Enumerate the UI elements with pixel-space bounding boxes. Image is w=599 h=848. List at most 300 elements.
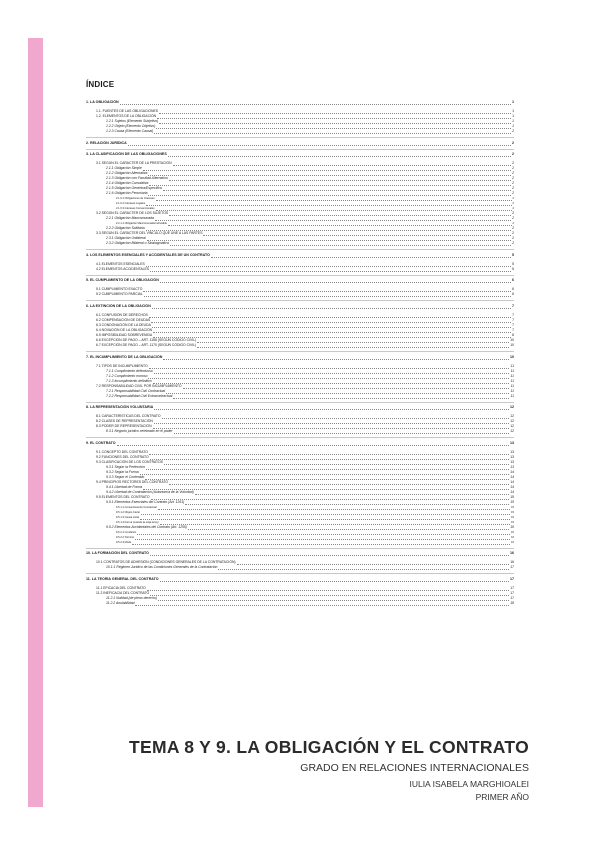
dot-leader <box>188 526 509 530</box>
toc-entry-title: 2.2.2 Obligación Solidaria <box>106 226 145 231</box>
dot-leader <box>150 268 511 272</box>
toc-entry-title: 7.2 RESPONSABILIDAD CIVIL POR INCUMPLIMIENTO <box>96 383 182 388</box>
toc-page-number: 2 <box>512 152 514 157</box>
section-divider <box>86 149 514 150</box>
toc-entry-title: 9.5.2.1 Condición <box>116 530 137 534</box>
toc-entry-title: 9. EL CONTRATO <box>86 440 116 445</box>
toc-body <box>86 100 514 606</box>
toc-entry-title: 9.4.2 Libertad de Contratación (Autonomía de la Voluntad) <box>106 489 194 494</box>
dot-leader <box>159 120 511 124</box>
toc-entry[interactable] <box>86 267 514 272</box>
toc-entry[interactable] <box>86 262 514 267</box>
toc-section[interactable] <box>86 441 514 446</box>
toc-page-number: 2 <box>512 202 514 206</box>
toc-page-number: 13 <box>510 459 514 464</box>
toc-entry-title: 1. LA OBLIGACIÓN <box>86 100 119 104</box>
dot-leader <box>162 415 510 419</box>
toc-entry-title: 2.1.6.1 Obligaciones de Intereses <box>116 197 155 201</box>
toc-entry-title: 6.6 EXCEPCIÓN DE PAGO – ART. 1156 (SEGÚN CÓDIGO CIVIL) <box>96 337 197 342</box>
toc-page-number: 15 <box>511 515 514 519</box>
dot-leader <box>140 516 510 520</box>
toc-page-number: 2 <box>512 211 514 216</box>
toc-page-number: 2 <box>512 231 514 236</box>
toc-page-number: 14 <box>510 479 514 484</box>
toc-entry[interactable] <box>86 465 514 470</box>
toc-entry[interactable] <box>86 176 514 181</box>
toc-entry-title: 4.2 ELEMENTOS ACCIDENTALES <box>96 266 150 271</box>
toc-page-number: 6 <box>512 287 514 292</box>
toc-entry[interactable] <box>86 525 514 530</box>
toc-page-number: 8 <box>512 332 514 337</box>
toc-entry-title: 9.3.3 Según el Contenido <box>106 474 145 479</box>
toc-page-number: 11 <box>510 373 514 378</box>
dot-leader <box>149 451 509 455</box>
cover-title-block <box>129 737 529 802</box>
toc-page-number: 7 <box>512 312 514 317</box>
toc-entry-title: 8. LA REPRESENTACIÓN VOLUNTARIA <box>86 405 154 410</box>
toc-page-number: 2 <box>512 161 514 166</box>
toc-page-number: 5 <box>512 261 514 266</box>
toc-page-number: 16 <box>510 524 514 529</box>
toc-entry-title: 10.1.1 Régimen Jurídico de las Condiciones Generales de la Contratación <box>106 565 218 570</box>
dot-leader <box>145 476 509 480</box>
author-name: IULIA ISABELA MARGHIOALEI <box>409 779 529 789</box>
toc-entry-title: 7.2.2 Responsabilidad Civil Extracontractual <box>106 393 173 398</box>
dot-leader <box>148 374 509 378</box>
toc-page-number: 2 <box>512 181 514 186</box>
toc-entry-title: 10. LA FORMACIÓN DEL CONTRATO <box>86 551 149 556</box>
toc-page-number: 14 <box>510 484 514 489</box>
course-year: PRIMER AÑO <box>475 792 529 802</box>
dot-leader <box>163 355 509 359</box>
toc-entry[interactable] <box>86 450 514 455</box>
toc-entry[interactable] <box>86 596 514 601</box>
toc-page-number: 15 <box>511 505 514 509</box>
toc-page-number: 2 <box>512 207 514 211</box>
toc-page-number: 2 <box>512 222 514 226</box>
toc-entry[interactable] <box>86 231 514 236</box>
dot-leader <box>155 217 511 221</box>
toc-entry-title: 2.2.1 Obligación Mancomunada <box>106 216 154 221</box>
toc-entry-title: 1.2.2 Objeto (Elemento Objetivo) <box>106 124 156 128</box>
toc-entry-title: 6.3 CONDONACIÓN DE LA DEUDA <box>96 322 151 327</box>
dot-leader <box>173 394 509 398</box>
toc-page-number: 16 <box>511 530 514 534</box>
dot-leader <box>140 471 510 475</box>
dot-leader <box>156 125 511 129</box>
dot-leader <box>154 369 510 373</box>
table-of-contents <box>86 80 514 606</box>
dot-leader <box>153 334 511 338</box>
toc-entry-title: 1.2.3 Causa (Elemento Causal) <box>106 129 154 133</box>
dot-leader <box>153 379 510 383</box>
toc-entry-title: 11.2.1 Nulidad (de pleno derecho) <box>106 595 158 600</box>
toc-page-number: 17 <box>510 585 514 590</box>
dot-leader <box>160 279 511 283</box>
toc-section[interactable] <box>86 141 514 146</box>
toc-entry-title: 1.2.1 Sujetos (Elemento Subjetivo) <box>106 119 159 123</box>
toc-entry-title: 2. RELACIÓN JURÍDICA <box>86 140 127 145</box>
dot-leader <box>149 364 510 368</box>
dot-leader <box>149 182 511 186</box>
toc-entry-title: 7.1.2 Cumplimiento moroso <box>106 373 148 378</box>
toc-entry-title: 5.1 CUMPLIMIENTO EXACTO <box>96 287 143 292</box>
dot-leader <box>160 578 509 582</box>
toc-entry[interactable] <box>86 490 514 495</box>
toc-entry[interactable] <box>86 394 514 399</box>
toc-section[interactable] <box>86 551 514 556</box>
dot-leader <box>203 232 511 236</box>
toc-entry-title: 2.1.5 Obligación Genérica/Específica <box>106 186 162 191</box>
toc-entry-title: 2.1.1 Obligación Simple <box>106 166 142 171</box>
section-divider <box>86 275 514 276</box>
dot-leader <box>158 506 510 510</box>
toc-section[interactable] <box>86 355 514 360</box>
toc-page-number: 15 <box>510 499 514 504</box>
toc-entry-title: 3.1 SEGÚN EL CARÁCTER DE LA PRESTACIÓN <box>96 161 172 166</box>
toc-entry[interactable] <box>86 196 514 201</box>
toc-page-number: 2 <box>512 176 514 181</box>
toc-page-number: 11 <box>510 388 514 393</box>
toc-page-number: 10 <box>510 342 514 347</box>
dot-leader <box>148 172 511 176</box>
toc-entry[interactable] <box>86 530 514 535</box>
toc-entry-title: 2.1.6 Obligación Pecuniaria <box>106 191 148 196</box>
toc-entry-title: 3. LA CLASIFICACIÓN DE LAS OBLIGACIONES <box>86 152 167 157</box>
dot-leader <box>120 101 511 105</box>
toc-page-number: 15 <box>511 520 514 524</box>
dot-leader <box>154 420 509 424</box>
toc-page-number: 12 <box>510 405 514 410</box>
toc-entry-title: 10.1 CONTRATOS DE ADHESIÓN (CONDICIONES GENERALES DE LA CONTRATACIÓN) <box>96 560 236 565</box>
toc-entry-title: 7.2.1 Responsabilidad Civil Contractual <box>106 388 166 393</box>
toc-page-number: 2 <box>512 236 514 241</box>
toc-entry[interactable] <box>86 460 514 465</box>
dot-leader <box>147 237 511 241</box>
toc-entry-title: 9.5.1 Elementos Esenciales del Contrato (Art. 1261) <box>106 499 185 504</box>
toc-page-number: 15 <box>511 510 514 514</box>
dot-leader <box>169 212 511 216</box>
dot-leader <box>157 115 511 119</box>
dot-leader <box>169 481 509 485</box>
dot-leader <box>166 389 509 393</box>
toc-entry-title: 9.3.1 Según la Perfección <box>106 464 145 469</box>
dot-leader <box>156 207 512 211</box>
dot-leader <box>132 541 510 545</box>
toc-page-number: 1 <box>512 119 514 123</box>
dot-leader <box>152 324 511 328</box>
dot-leader <box>117 442 509 446</box>
toc-page-number: 2 <box>512 166 514 171</box>
section-divider <box>86 437 514 438</box>
toc-entry[interactable] <box>86 540 514 545</box>
toc-entry-title: 8.1 CARACTERÍSTICAS DEL CONTRATO <box>96 414 161 419</box>
toc-entry[interactable] <box>86 510 514 515</box>
toc-entry-title: 7. EL INCUMPLIMIENTO DE LA OBLIGACIÓN <box>86 354 163 359</box>
toc-entry-title: 3.2 SEGÚN EL CARÁCTER DE LOS SUJETOS <box>96 211 169 216</box>
toc-entry-title: 9.5.1.2 Objeto Cierto <box>116 510 140 514</box>
dot-leader <box>185 501 509 505</box>
accent-square <box>28 789 43 807</box>
dot-leader <box>150 552 509 556</box>
dot-leader <box>151 319 511 323</box>
dot-leader <box>169 177 511 181</box>
dot-leader <box>164 461 509 465</box>
toc-entry-title: 9.5.1.1 Consentimiento Contractual <box>116 505 157 509</box>
dot-leader <box>211 254 511 258</box>
toc-page-number: 16 <box>510 560 514 565</box>
toc-page-number: 12 <box>510 429 514 434</box>
toc-entry[interactable] <box>86 429 514 434</box>
toc-entry-title: 2.1.6.3 Intereses Convencionales <box>116 207 155 211</box>
toc-page-number: 2 <box>512 140 514 145</box>
toc-page-number: 13 <box>510 440 514 445</box>
dot-leader <box>154 406 509 410</box>
dot-leader <box>146 466 509 470</box>
toc-page-number: 1 <box>512 109 514 113</box>
toc-page-number: 17 <box>510 595 514 600</box>
dot-leader <box>160 521 510 525</box>
toc-entry-title: 6.2 COMPENSACIÓN DE DEUDAS <box>96 317 151 322</box>
dot-leader <box>151 496 510 500</box>
toc-page-number: 15 <box>510 494 514 499</box>
toc-entry-title: 5.2 CUMPLIMIENTO PARCIAL <box>96 292 143 297</box>
toc-page-number: 17 <box>510 565 514 570</box>
toc-entry[interactable] <box>86 241 514 246</box>
dot-leader <box>163 187 511 191</box>
toc-page-number: 11 <box>510 383 514 388</box>
toc-entry-title: 9.5 ELEMENTOS DEL CONTRATO <box>96 494 150 499</box>
toc-page-number: 13 <box>510 464 514 469</box>
toc-page-number: 2 <box>512 216 514 221</box>
toc-entry-title: 2.2.1.1 Obligación Mancomunada Indivisible <box>116 222 167 226</box>
toc-entry-title: 2.1.4 Obligación Cumulativa <box>106 181 149 186</box>
toc-entry-title: 6.4 NOVACIÓN DE LA OBLIGACIÓN <box>96 327 153 332</box>
toc-page-number: 14 <box>510 489 514 494</box>
toc-section[interactable] <box>86 405 514 410</box>
toc-section[interactable] <box>86 100 514 105</box>
toc-page-number: 2 <box>512 129 514 133</box>
toc-entry-title: 9.4 PRINCIPIOS RECTORES DEL CONTRATO <box>96 479 169 484</box>
toc-entry-title: 6.5 IMPOSIBILIDAD SOBREVENIDA <box>96 332 153 337</box>
dot-leader <box>135 602 509 606</box>
toc-page-number: 11 <box>510 393 514 398</box>
toc-page-number: 12 <box>510 414 514 419</box>
toc-page-number: 16 <box>510 551 514 556</box>
toc-entry-title: 2.1.2 Obligación Alternativa <box>106 171 148 176</box>
document-subtitle: GRADO EN RELACIONES INTERNACIONALES <box>300 762 529 774</box>
toc-entry[interactable] <box>86 601 514 606</box>
dot-leader <box>237 561 510 565</box>
dot-leader <box>146 263 511 267</box>
toc-entry[interactable] <box>86 287 514 292</box>
dot-leader <box>152 305 511 309</box>
toc-entry-title: 9.5.2.2 Término <box>116 535 135 539</box>
dot-leader <box>168 222 512 226</box>
toc-entry-title: 11. LA TEORÍA GENERAL DEL CONTRATO <box>86 576 159 581</box>
toc-entry[interactable] <box>86 343 514 348</box>
dot-leader <box>148 192 511 196</box>
toc-page-number: 18 <box>510 600 514 605</box>
toc-entry-title: 7.1 TIPOS DE INCUMPLIMIENTO <box>96 363 148 368</box>
toc-section[interactable] <box>86 304 514 309</box>
dot-leader <box>158 597 509 601</box>
toc-section[interactable] <box>86 152 514 157</box>
toc-entry[interactable] <box>86 470 514 475</box>
section-divider <box>86 249 514 250</box>
dot-leader <box>153 425 510 429</box>
toc-entry[interactable] <box>86 221 514 226</box>
dot-leader <box>143 486 509 490</box>
toc-entry-title: 2.1.6.2 Intereses Legales <box>116 202 146 206</box>
toc-page-number: 6 <box>512 278 514 283</box>
toc-page-number: 1 <box>512 114 514 118</box>
toc-entry-title: 1.1. FUENTES DE LAS OBLIGACIONES <box>96 109 158 113</box>
toc-section[interactable] <box>86 278 514 283</box>
toc-page-number: 7 <box>512 327 514 332</box>
dot-leader <box>146 202 511 206</box>
toc-entry-title: 9.5.1.4 Forma (cuando la exija la ley) <box>116 520 159 524</box>
toc-entry[interactable] <box>86 129 514 134</box>
toc-entry[interactable] <box>86 292 514 297</box>
dot-leader <box>170 242 511 246</box>
toc-entry[interactable] <box>86 586 514 591</box>
dot-leader <box>159 110 511 114</box>
dot-leader <box>195 491 510 495</box>
toc-page-number: 7 <box>512 317 514 322</box>
toc-entry-title: 8.3.1 Negocio jurídico celebrado en el poder <box>106 429 173 434</box>
section-divider <box>86 402 514 403</box>
toc-section[interactable] <box>86 253 514 258</box>
dot-leader <box>168 153 511 157</box>
toc-entry-title: 6.7 EXCEPCIÓN DE PAGO – ART. 1170 (SEGÚN CÓDIGO CIVIL) <box>96 342 197 347</box>
toc-page-number: 17 <box>510 576 514 581</box>
accent-bar <box>28 38 43 800</box>
toc-entry[interactable] <box>86 186 514 191</box>
toc-page-number: 6 <box>512 292 514 297</box>
toc-entry-title: 9.2 FUNCIONES DEL CONTRATO <box>96 454 149 459</box>
dot-leader <box>197 344 509 348</box>
toc-page-number: 12 <box>510 419 514 424</box>
toc-entry-title: 7.1.3 Incumplimiento definitivo <box>106 378 152 383</box>
toc-section[interactable] <box>86 577 514 582</box>
toc-entry-title: 1.2. ELEMENTOS DE LA OBLIGACIÓN <box>96 114 157 118</box>
toc-heading: ÍNDICE <box>86 80 115 89</box>
toc-entry-title: 9.5.2 Elementos Accidentales del Contrato (Art. 1255) <box>106 524 187 529</box>
toc-entry-title: 8.3 PODER DE REPRESENTACIÓN <box>96 424 152 429</box>
dot-leader <box>153 329 511 333</box>
toc-entry[interactable] <box>86 535 514 540</box>
dot-leader <box>137 531 510 535</box>
toc-page-number: 2 <box>512 191 514 196</box>
dot-leader <box>128 141 511 145</box>
section-divider <box>86 573 514 574</box>
toc-page-number: 2 <box>512 197 514 201</box>
section-divider <box>86 300 514 301</box>
toc-page-number: 10 <box>510 337 514 342</box>
dot-leader <box>144 293 511 297</box>
toc-page-number: 14 <box>510 474 514 479</box>
toc-entry-title: 2.3.2 Obligación Bilateral o Sinalagmática <box>106 241 169 246</box>
dot-leader <box>154 130 511 134</box>
toc-entry[interactable] <box>86 166 514 171</box>
toc-entry-title: 9.5.2.3 Modo <box>116 540 132 544</box>
toc-entry-title: 2.3.1 Obligación Unilateral <box>106 236 146 241</box>
toc-entry-title: 4.1 ELEMENTOS ESENCIALES <box>96 261 145 266</box>
toc-page-number: 12 <box>510 424 514 429</box>
toc-page-number: 7 <box>512 303 514 308</box>
dot-leader <box>143 167 511 171</box>
dot-leader <box>147 587 509 591</box>
toc-entry-title: 9.3.2 Según la Forma <box>106 469 139 474</box>
toc-entry[interactable] <box>86 480 514 485</box>
toc-entry-title: 9.4.1 Libertad de Forma <box>106 484 143 489</box>
toc-entry-title: 7.1.1 Cumplimiento defectuoso <box>106 368 153 373</box>
toc-entry-title: 3.3 SEGÚN EL CARÁCTER DEL VÍNCULO QUE UNE A LAS PARTES <box>96 231 203 236</box>
toc-page-number: 11 <box>510 363 514 368</box>
toc-page-number: 11 <box>510 368 514 373</box>
toc-entry[interactable] <box>86 505 514 510</box>
section-divider <box>86 137 514 138</box>
dot-leader <box>150 456 510 460</box>
toc-page-number: 16 <box>511 540 514 544</box>
toc-entry-title: 2.1.3 Obligación con Facultad Alternativa <box>106 176 168 181</box>
toc-page-number: 7 <box>512 322 514 327</box>
section-divider <box>86 351 514 352</box>
toc-page-number: 13 <box>510 449 514 454</box>
toc-page-number: 1 <box>512 124 514 128</box>
section-divider <box>86 548 514 549</box>
toc-entry-title: 6. LA EXTINCIÓN DE LA OBLIGACIÓN <box>86 303 151 308</box>
toc-page-number: 14 <box>510 469 514 474</box>
dot-leader <box>218 566 509 570</box>
toc-entry-title: 9.3 CLASIFICACIÓN DE LOS CONTRATOS <box>96 459 163 464</box>
toc-entry-title: 4. LOS ELEMENTOS ESENCIALES Y ACCIDENTALES DE UN CONTRATO <box>86 252 210 257</box>
dot-leader <box>149 314 511 318</box>
toc-entry[interactable] <box>86 369 514 374</box>
document-title: TEMA 8 Y 9. LA OBLIGACIÓN Y EL CONTRATO <box>129 737 529 757</box>
toc-entry[interactable] <box>86 161 514 166</box>
toc-entry-title: 5. EL CUMPLIMIENTO DE LA OBLIGACIÓN <box>86 278 159 283</box>
toc-page-number: 17 <box>510 590 514 595</box>
toc-page-number: 10 <box>510 354 514 359</box>
toc-entry[interactable] <box>86 565 514 570</box>
toc-entry-title: 8.2 CLASES DE REPRESENTACIÓN <box>96 419 153 424</box>
toc-page-number: 13 <box>510 454 514 459</box>
toc-page-number: 16 <box>511 535 514 539</box>
toc-entry-title: 11.2 INEFICACIA DEL CONTRATO <box>96 590 150 595</box>
toc-page-number: 2 <box>512 186 514 191</box>
toc-entry-title: 11.2.2 Anulabilidad <box>106 600 135 605</box>
dot-leader <box>135 536 510 540</box>
toc-page-number: 2 <box>512 226 514 231</box>
dot-leader <box>156 197 512 201</box>
toc-page-number: 5 <box>512 266 514 271</box>
toc-entry-title: 9.5.1.3 Causa Lícita <box>116 515 140 519</box>
toc-page-number: 2 <box>512 171 514 176</box>
dot-leader <box>143 288 511 292</box>
toc-entry-title: 6.1 CONFUSIÓN DE DERECHOS <box>96 312 148 317</box>
dot-leader <box>197 339 509 343</box>
dot-leader <box>141 511 510 515</box>
dot-leader <box>173 162 512 166</box>
dot-leader <box>183 384 510 388</box>
dot-leader <box>150 592 509 596</box>
toc-page-number: 2 <box>512 241 514 246</box>
toc-page-number: 11 <box>510 378 514 383</box>
toc-entry-title: 9.1 CONCEPTO DEL CONTRATO <box>96 449 148 454</box>
toc-page-number: 1 <box>512 100 514 104</box>
